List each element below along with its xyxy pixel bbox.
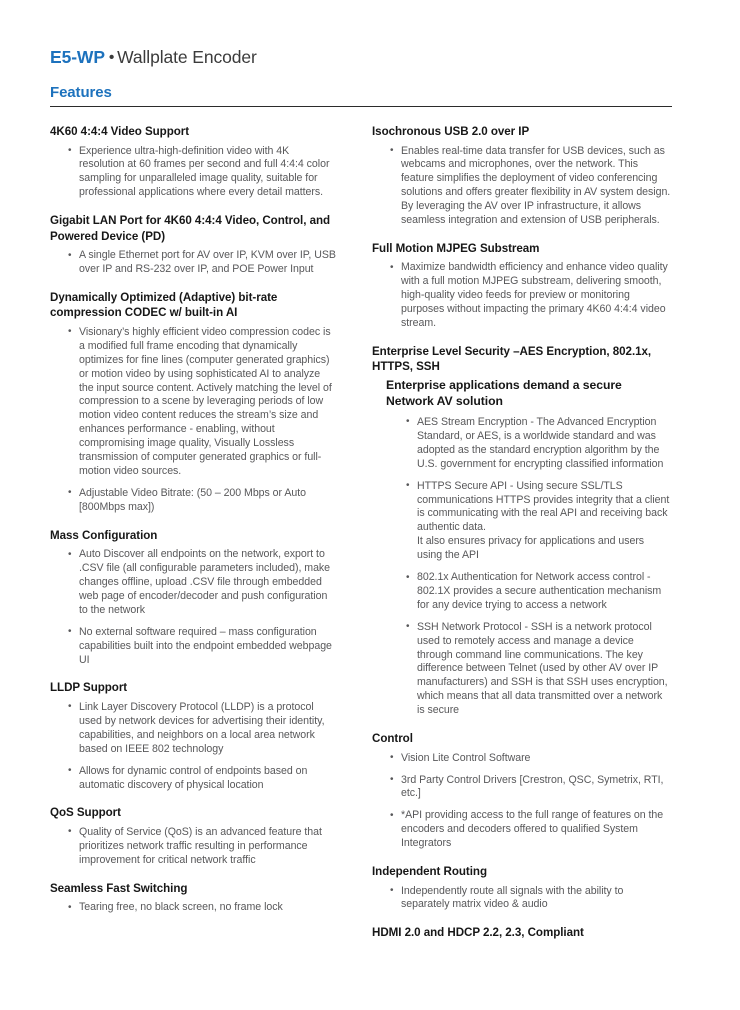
feature-heading: QoS Support bbox=[50, 806, 121, 820]
feature-bullet-list bbox=[50, 548, 336, 667]
feature-bullet: • Auto Discover all endpoints on the network, export to .CSV file (all configurable parameters included), make changes offline, upload .CSV file through embedded web page of encoder/decoder and push configuration to the network bbox=[68, 548, 336, 618]
feature-bullet: • *API providing access to the full range of features on the encoders and decoders offered to qualified System Integrators bbox=[390, 809, 672, 851]
feature-bullet: • Independently route all signals with the ability to separately matrix video & audio bbox=[390, 885, 672, 913]
feature-block bbox=[50, 881, 336, 915]
feature-block bbox=[50, 290, 336, 515]
feature-bullet-list bbox=[372, 752, 672, 851]
feature-block bbox=[372, 124, 672, 228]
feature-heading: Isochronous USB 2.0 over IP bbox=[372, 125, 530, 138]
feature-heading: 4K60 4:4:4 Video Support bbox=[50, 125, 190, 138]
feature-block bbox=[50, 213, 336, 277]
feature-bullet: • No external software required – mass configuration capabilities built into the endpoint embedded webpage UI bbox=[68, 626, 336, 668]
feature-bullet: • Quality of Service (QoS) is an advanced feature that prioritizes network traffic resulting in performance improvement for critical network traffic bbox=[68, 826, 336, 868]
feature-bullet: • HTTPS Secure API - Using secure SSL/TLS communications HTTPS provides integrity that a client is communicating with the real API and receiving back authentic data. It also ensures privacy for applications and users using the API bbox=[406, 480, 672, 563]
feature-bullet-list bbox=[50, 701, 336, 792]
feature-bullet: • Visionary’s highly efficient video compression codec is a modified full frame encoding that dynamically optimizes for fine lines (computer generated graphics) or motion video by using sophisticated AI to analyze the input source content. Actively matching the level of compression to a scene by leveraging periods of low motion video content reduces the stream’s size and enhances performance - enabling, without compromising image quality, Visually Lossless transmission of computer generated graphics or full-motion video sources. bbox=[68, 326, 336, 479]
feature-bullet-list bbox=[50, 826, 336, 868]
feature-columns bbox=[50, 124, 690, 941]
feature-bullet-list bbox=[372, 416, 672, 718]
feature-bullet-list bbox=[50, 145, 336, 201]
feature-bullet: • SSH Network Protocol - SSH is a network protocol used to remotely access and manage a device through command line communications. The key difference between Telnet (used by other AV over IP manufacturers) and SSH is that SSH uses encryption, which means that all data transmitted over a network is secure bbox=[406, 621, 672, 718]
feature-block bbox=[372, 731, 672, 851]
feature-block bbox=[372, 925, 672, 941]
feature-heading: Mass Configuration bbox=[50, 528, 158, 542]
product-name: Wallplate Encoder bbox=[117, 47, 257, 67]
feature-heading: Independent Routing bbox=[372, 865, 487, 879]
column-gutter bbox=[350, 124, 372, 941]
feature-block bbox=[50, 124, 336, 200]
feature-subheading: Enterprise applications demand a secure Network AV solution bbox=[386, 377, 622, 408]
feature-heading: Gigabit LAN Port for 4K60 4:4:4 Video, Control, and Powered Device (PD) bbox=[50, 214, 331, 243]
feature-bullet: • Adjustable Video Bitrate: (50 – 200 Mbps or Auto [800Mbps max]) bbox=[68, 487, 336, 515]
right-feature-column bbox=[372, 124, 672, 941]
feature-bullet: • Tearing free, no black screen, no frame lock bbox=[68, 901, 336, 915]
product-title bbox=[50, 46, 690, 70]
feature-bullet: • Allows for dynamic control of endpoints based on automatic discovery of physical location bbox=[68, 765, 336, 793]
feature-bullet: • 802.1x Authentication for Network access control - 802.1X provides a secure authentication mechanism for any device trying to access a network bbox=[406, 571, 672, 613]
feature-bullet: • Link Layer Discovery Protocol (LLDP) is a protocol used by network devices for advertising their identity, capabilities, and neighbors on a local area network based on IEEE 802 technology bbox=[68, 701, 336, 757]
feature-bullet: • Vision Lite Control Software bbox=[390, 752, 672, 766]
feature-bullet: • AES Stream Encryption - The Advanced Encryption Standard, or AES, is a worldwide standard and was adopted as the standard encryption algorithm by the U.S. government for encrypting classified information bbox=[406, 416, 672, 472]
left-feature-column bbox=[50, 124, 350, 941]
feature-bullet-list bbox=[372, 145, 672, 228]
feature-block bbox=[50, 680, 336, 792]
feature-block bbox=[50, 528, 336, 668]
header-divider bbox=[50, 106, 672, 107]
feature-bullet: • A single Ethernet port for AV over IP, KVM over IP, USB over IP and RS-232 over IP, and POE Power Input bbox=[68, 249, 336, 277]
feature-bullet-list bbox=[50, 326, 336, 515]
feature-heading: Enterprise Level Security –AES Encryption, 802.1x, HTTPS, SSH bbox=[372, 344, 652, 374]
feature-heading: Seamless Fast Switching bbox=[50, 881, 188, 895]
feature-bullet: • Enables real-time data transfer for USB devices, such as webcams and microphones, over the network. This feature simplifies the deployment of video conferencing solutions and offers greater flexibility in AV system design. By leveraging the AV over IP infrastructure, it allows seamless integration and extension of USB peripherals. bbox=[390, 145, 672, 228]
title-separator-icon: • bbox=[108, 49, 115, 66]
feature-bullet-list bbox=[50, 901, 336, 915]
feature-bullet: • 3rd Party Control Drivers [Crestron, QSC, Symetrix, RTI, etc.] bbox=[390, 774, 672, 802]
page-section-title: Features bbox=[50, 84, 112, 101]
product-model: E5-WP bbox=[50, 47, 105, 67]
feature-block bbox=[372, 241, 672, 331]
feature-block bbox=[372, 864, 672, 912]
feature-bullet: • Experience ultra-high-definition video with 4K resolution at 60 frames per second and full 4:4:4 color sampling for unparalleled image quality, suitable for professional applications where every detail matters. bbox=[68, 145, 336, 201]
feature-bullet-list bbox=[372, 261, 672, 331]
feature-heading: Control bbox=[372, 732, 413, 746]
feature-block bbox=[372, 344, 672, 718]
masthead bbox=[50, 0, 690, 107]
feature-heading: LLDP Support bbox=[50, 681, 128, 695]
feature-heading: Full Motion MJPEG Substream bbox=[372, 241, 540, 255]
feature-block bbox=[50, 805, 336, 867]
feature-bullet: • Maximize bandwidth efficiency and enhance video quality with a full motion MJPEG substream, delivering smooth, high-quality video feeds for preview or monitoring purposes without impacting the primary 4K60 4:4:4 video stream. bbox=[390, 261, 672, 331]
feature-bullet-list bbox=[50, 249, 336, 277]
feature-heading: HDMI 2.0 and HDCP 2.2, 2.3, Compliant bbox=[372, 926, 584, 940]
feature-heading: Dynamically Optimized (Adaptive) bit-rate compression CODEC w/ built-in AI bbox=[50, 290, 278, 320]
feature-bullet-list bbox=[372, 885, 672, 913]
